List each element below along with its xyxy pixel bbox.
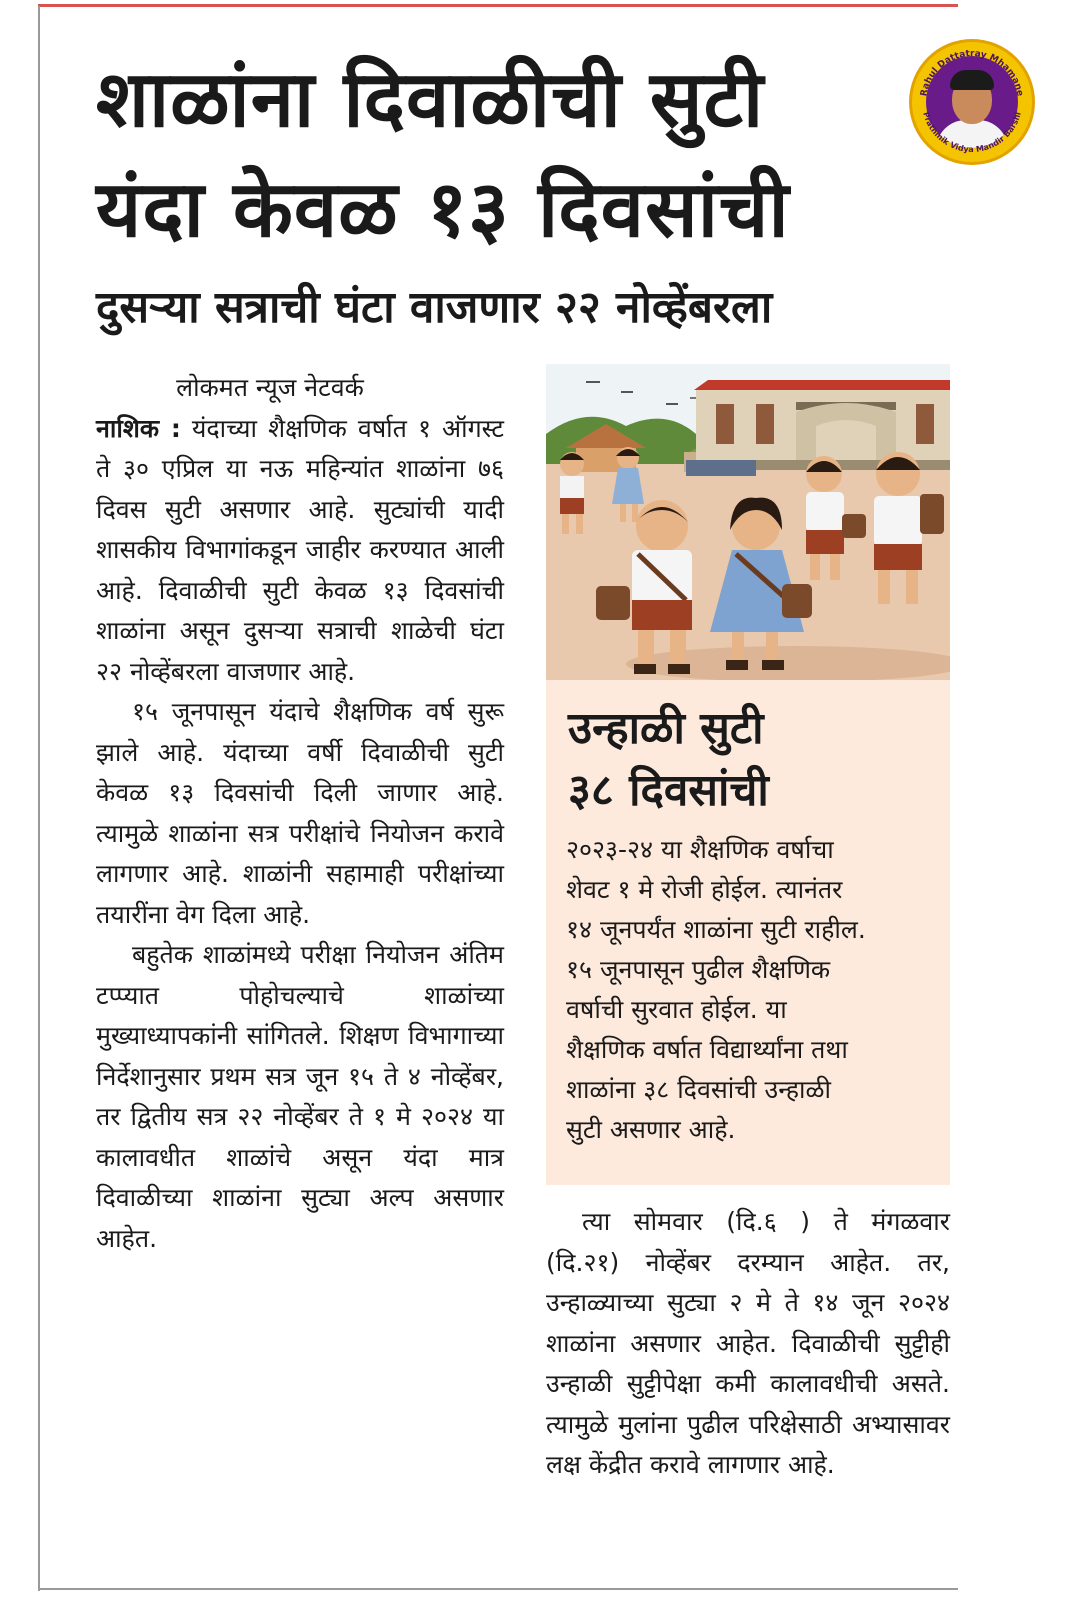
article-paragraph-3: बहुतेक शाळांमध्ये परीक्षा नियोजन अंतिम टप्प्यात पोहोचल्याचे शाळांच्या मुख्याध्यापकांनी सांगितले. शिक्षण विभागाच्या निर्देशानुसार प्रथम सत्र जून १५ ते ४ नोव्हेंबर, तर द्वितीय सत्र २२ नोव्हेंबर ते १ मे २०२४ या कालावधीत शाळांचे असून यंदा मात्र दिवाळीच्या शाळांना सुट्या अल्प असणार आहेत. [96,940,504,1253]
sidebox-line: शाळांना ३८ दिवसांची उन्हाळी [566,1075,831,1104]
right-article-column [546,1202,950,1486]
sidebox-line: सुटी असणार आहे. [566,1115,736,1144]
sidebox-title-line-1: उन्हाळी सुटी [568,703,764,754]
byline: लोकमत न्यूज नेटवर्क [176,373,364,402]
top-rule [38,4,958,7]
left-article-column [96,368,504,1259]
svg-text:Rahul Dattatray Mhamane [919,49,1024,97]
left-column-rule [38,6,40,1591]
sidebox-title [568,698,938,822]
author-badge [912,42,1032,162]
bottom-rule [38,1588,958,1590]
badge-top-text: Rahul Dattatray Mhamane [919,49,1025,98]
sidebox-line: १५ जूनपासून पुढील शैक्षणिक [566,955,831,984]
article-paragraph-2: १५ जूनपासून यंदाचे शैक्षणिक वर्ष सुरू झाले आहे. यंदाच्या वर्षी दिवाळीची सुटी केवळ १३ दिवसांची दिली जाणार आहे. त्यामुळे शाळांना सत्र परीक्षांचे नियोजन करावे लागणार आहे. शाळांनी सहामाही परीक्षांच्या तयारींना वेग दिला आहे. [96,697,504,929]
svg-text:Prathmik Vidya Mandir Barshi [921,111,1023,154]
sidebox-line: शैक्षणिक वर्षात विद्यार्थ्यांना तथा [566,1035,848,1064]
badge-bottom-text: Prathmik Vidya Mandir Barshi [921,110,1023,155]
illustration-drawing [546,364,950,680]
dateline: नाशिक : [96,413,181,443]
headline [96,45,916,265]
summer-vacation-box [546,680,950,1185]
sidebox-line: वर्षाची सुरवात होईल. या [566,995,787,1024]
sidebox-title-line-2: ३८ दिवसांची [568,765,769,816]
right-paragraph-1: त्या सोमवार (दि.६ ) ते मंगळवार (दि.२१) नोव्हेंबर दरम्यान आहेत. तर, उन्हाळ्याच्या सुट्या २ मे ते १४ जून २०२४ शाळांना असणार आहेत. दिवाळीची सुट्टीही उन्हाळी सुट्टीपेक्षा कमी कालावधीची असते. त्यामुळे मुलांना पुढील परिक्षेसाठी अभ्यासावर लक्ष केंद्रीत करावे लागणार आहे. [546,1207,950,1479]
paragraph-1-text: यंदाच्या शैक्षणिक वर्षात १ ऑगस्ट ते ३० एप्रिल या नऊ महिन्यांत शाळांना ७६ दिवस सुटी असणार आहे. सुट्यांची यादी शासकीय विभागांकडून जाहीर करण्यात आली आहे. दिवाळीची सुटी केवळ १३ दिवसांची शाळांना असून दुसऱ्या सत्राची शाळेची घंटा २२ नोव्हेंबरला वाजणार आहे. [96,413,504,686]
sidebox-line: शेवट १ मे रोजी होईल. त्यानंतर [566,875,843,904]
subheadline: दुसऱ्या सत्राची घंटा वाजणार २२ नोव्हेंबरला [96,282,773,333]
sidebox-line: १४ जूनपर्यंत शाळांना सुटी राहील. [566,915,866,944]
sidebox-line: २०२३-२४ या शैक्षणिक वर्षाचा [566,835,834,864]
headline-line-1: शाळांना दिवाळीची सुटी [96,55,765,145]
sidebox-body [566,830,926,1150]
badge-ring-text [912,42,1032,162]
headline-line-2: यंदा केवळ १३ दिवसांची [96,165,790,255]
article-paragraph-1 [96,409,504,693]
school-children-illustration [546,364,950,680]
